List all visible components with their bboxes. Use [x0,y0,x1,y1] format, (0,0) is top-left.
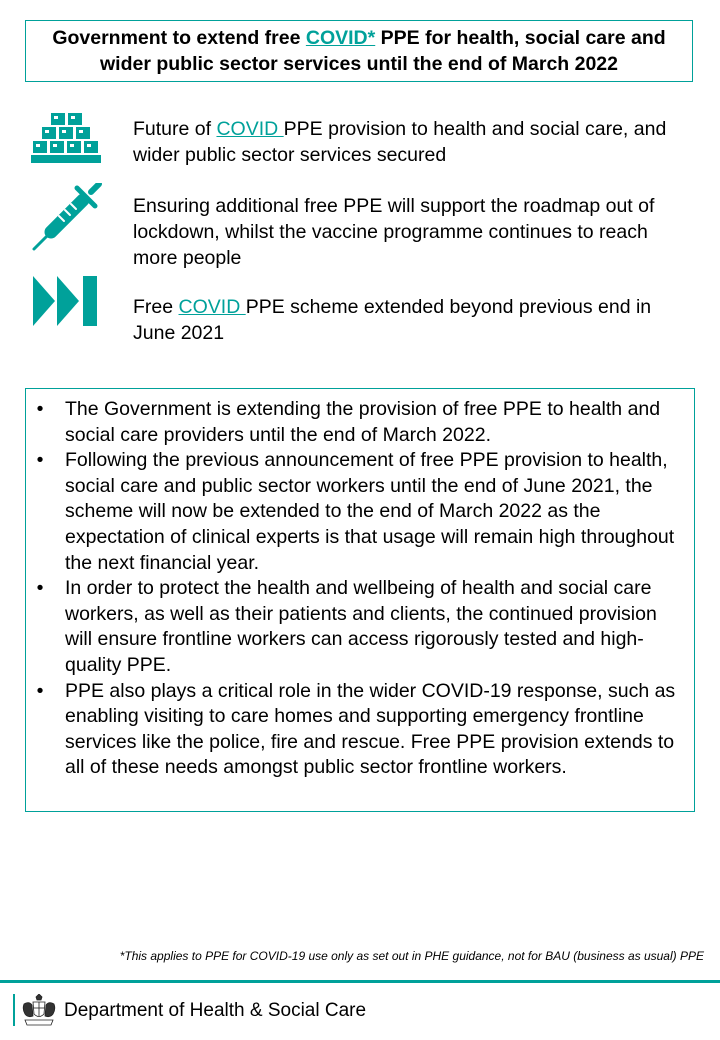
bullet-item [26,679,686,781]
covid-link[interactable]: COVID [216,118,284,140]
page-title [25,20,693,82]
bullet-icon: • [36,577,44,600]
feature-text-start: Free [133,296,179,318]
bullet-icon: • [36,449,44,472]
stacked-boxes-icon [31,112,103,164]
footer-divider [0,980,720,983]
royal-coat-of-arms-icon [21,994,57,1028]
footer-accent-bar [13,994,15,1026]
title-text-end: PPE for health, social care and wider public sector services until the end of March 2022 [100,27,666,75]
bullet-icon: • [36,398,44,420]
fast-forward-icon [33,276,99,326]
bullet-icon: • [36,679,44,702]
bullet-text: Following the previous announcement of free PPE provision to health, social care and public sector workers until the end of June 2021, the scheme will now be extended to the end of March 2022 as the expectation of clinical experts is that usage will remain high throughout the next financial year. [65,449,675,574]
bullet-list [26,397,686,781]
bullet-text: The Government is extending the provision of free PPE to health and social care providers until the end of March 2022. [65,398,661,446]
details-panel [25,388,695,812]
department-name: Department of Health & Social Care [64,1000,367,1021]
bullet-item [26,448,686,576]
covid-footnote-link[interactable]: COVID* [305,27,376,49]
title-text-start: Government to extend free [52,27,306,49]
feature-text [133,294,693,346]
footnote: *This applies to PPE for COVID-19 use only as set out in PHE guidance, not for BAU (business as usual) PPE [119,949,704,963]
feature-text [133,116,693,168]
covid-link[interactable]: COVID [178,296,246,318]
feature-text-end: PPE provision to health and social care, and wider public sector services secured [133,118,667,166]
bullet-item [26,576,686,678]
feature-text-start: Future of [133,118,217,140]
bullet-text: PPE also plays a critical role in the wider COVID-19 response, such as enabling visiting to care homes and supporting emergency frontline services like the police, fire and rescue. Free PPE provision extends to all of these needs amongst public sector frontline workers. [65,679,676,779]
feature-text: Ensuring additional free PPE will support the roadmap out of lockdown, whilst the vaccine programme continues to reach more people [133,195,655,269]
feature-text-end: PPE scheme extended beyond previous end in June 2021 [133,296,652,344]
bullet-item [26,397,686,448]
bullet-text: In order to protect the health and wellbeing of health and social care workers, as well as their patients and clients, the continued provision will ensure frontline workers can access rigorously tested and high-quality PPE. [65,577,657,676]
syringe-icon [31,183,103,253]
